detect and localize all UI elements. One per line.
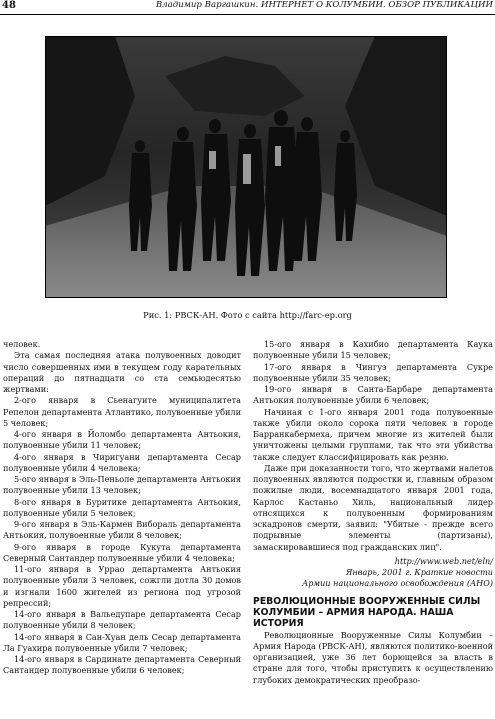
photo-guerrilla-march: [45, 36, 447, 298]
source-citation: [253, 556, 493, 589]
paragraph: 14-ого января в Сардинате департамента Северный Сантандер полувоенные убили 6 человек;: [3, 654, 241, 676]
paragraph: 14-ого января в Вальедупаре департамента Сесар полувоенные убили 8 человек;: [3, 609, 241, 631]
photo-image: [45, 36, 447, 298]
paragraph: 15-ого января в Кахибио департамента Каука полувоенные убили 15 человек;: [253, 339, 493, 361]
source-url: http://www.web.net/eln/: [394, 555, 493, 566]
left-column: [3, 339, 241, 677]
section-heading: РЕВОЛЮЦИОННЫЕ ВООРУЖЕННЫЕ СИЛЫ КОЛУМБИИ – АРМИЯ НАРОДА. НАША ИСТОРИЯ: [253, 595, 481, 630]
paragraph: Даже при доказанности того, что жертвами налетов полувоенных являются подростки и, главным образом пожилые люди, восемнадцатого января 2001 года, Карлос Кастаньо Хиль, национальный лидер отнсящихся к полувоенным формированиям эскадронов смерти, заявил: "Убитые - прежде всего подрывные элементы (партизаны), замаскировавшиеся под гражданских лиц".: [253, 462, 493, 552]
figure-caption: Рис. 1: РВСК-АН. Фото с сайта http://farc-ep.org: [143, 310, 352, 320]
right-column: [253, 339, 493, 686]
page-number: 48: [2, 0, 16, 11]
paragraph: 9-ого января в городе Кукута департамента Северный Сантандер полувоенные убили 4 человека;: [3, 541, 241, 563]
paragraph: Начиная с 1-ого января 2001 года полувоенные также убили около сорока пяти человек в городе Барранкабермеха, причем многие из жителей были уничтожены целыми группами, так что эти убийства также следует классифицировать как резню.: [253, 406, 493, 462]
paragraph: 4-ого января в Йоломбо департамента Антьокия, полувоенные убили 11 человек;: [3, 429, 241, 451]
paragraph: 19-ого января в Санта-Барбаре департамента Антьокия полувоенные убили 6 человек;: [253, 384, 493, 406]
paragraph: Революционные Вооруженные Силы Колумбии – Армия Народа (РВСК-АН), являются политико-военной организацией, уже 36 лет борющейся за власть в стране для того, чтобы приступить к осуществлению глубоких демократических преобразо-: [253, 629, 493, 685]
source-date: Январь, 2001 г. Краткие новости: [345, 566, 493, 577]
running-title: Владимир Варгашкин. ИНТЕРНЕТ О КОЛУМБИИ. ОБЗОР ПУБЛИКАЦИЙ: [155, 0, 493, 10]
paragraph: 14-ого января в Сан-Хуан дель Сесар департамента Ла Гуахира полувоенные убили 7 человек;: [3, 631, 241, 653]
paragraph: Эта самая последняя атака полувоенных доводит число совершенных ими в текущем году карательных операций до пятнадцати со ста семьюдесятью жертвами:: [3, 350, 241, 394]
paragraph: человек.: [3, 339, 41, 349]
source-publisher: Армии национального освобождения (АНО): [302, 577, 493, 588]
paragraph: 5-ого января в Эль-Пеньоле департамента Антьокия полувоенные убили 13 человек;: [3, 474, 241, 496]
paragraph: 2-ого января в Сьенагуите муниципалитета Репелон департамента Атлантико, полувоенные убили 5 человек;: [3, 395, 241, 428]
paragraph: 4-ого января в Чиригуани департамента Сесар полувоенные убили 4 человека;: [3, 451, 241, 473]
paragraph: 11-ого января в Уррао департамента Антьокия полувоенные убили 3 человек, сожгли дотла 30 домов и изгнали 1600 жителей из региона под угрозой репрессий;: [3, 564, 241, 608]
paragraph: 8-ого января в Буритике департамента Антьокия, полувоенные убили 5 человек;: [3, 496, 241, 518]
paragraph: 9-ого января в Эль-Кармен Вибораль департамента Антьокия, полувоенные убили 8 человек;: [3, 519, 241, 541]
paragraph: 17-ого января в Чингуэ департамента Сукре полувоенные убили 35 человек;: [253, 361, 493, 383]
running-header: [0, 0, 495, 15]
